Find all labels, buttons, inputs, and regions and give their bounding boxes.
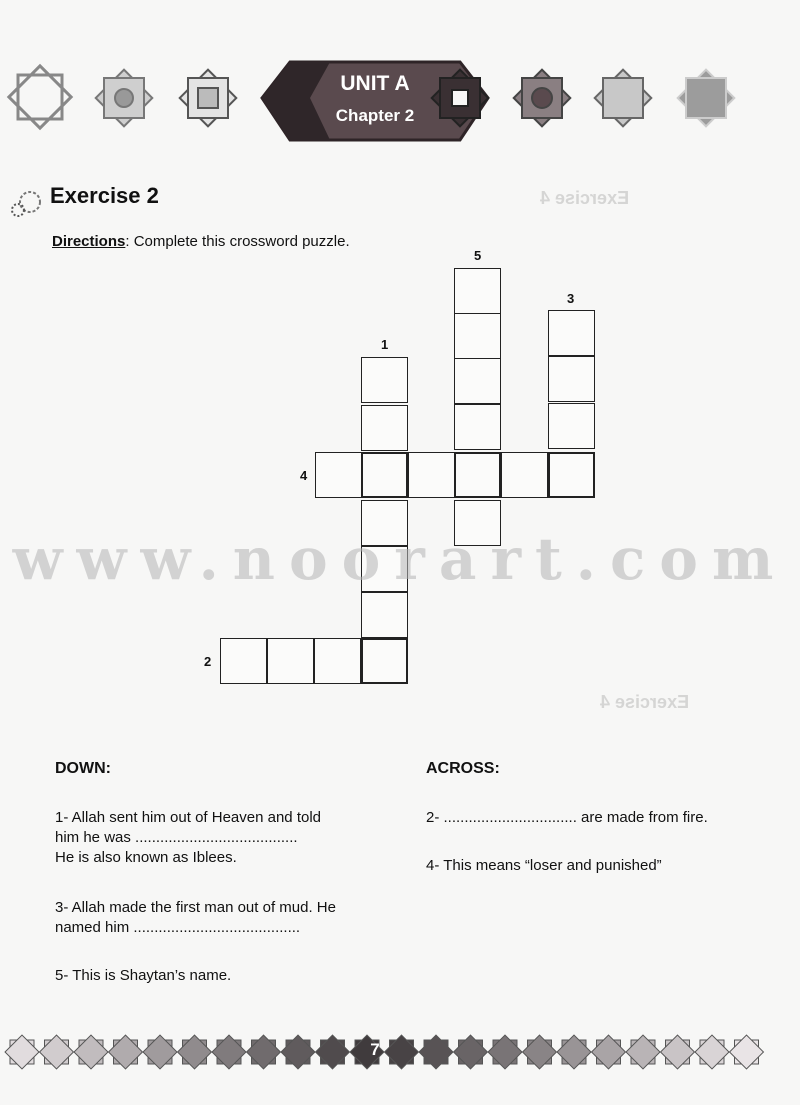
clue-line: 3- Allah made the first man out of mud. He	[55, 899, 336, 916]
star-ornament-icon	[432, 70, 489, 127]
unit-title: UNIT A	[340, 72, 410, 95]
footer-ornament-band	[0, 1020, 800, 1090]
footer-star-icon	[730, 1035, 764, 1069]
crossword-cell[interactable]	[408, 452, 455, 498]
star-ornament-icon	[595, 70, 652, 127]
crossword-cell[interactable]	[267, 638, 314, 684]
crossword-cell[interactable]	[361, 592, 408, 638]
footer-star-icon	[178, 1035, 212, 1069]
crossword-cell[interactable]	[454, 404, 501, 450]
footer-star-icon	[557, 1035, 591, 1069]
footer-star-icon	[419, 1035, 453, 1069]
crossword-cell[interactable]	[361, 452, 408, 498]
clue-line: 5- This is Shaytan’s name.	[55, 967, 232, 984]
exercise-title: Exercise 2	[50, 183, 159, 208]
crossword-cell[interactable]	[454, 452, 501, 498]
down-clue-1	[55, 808, 321, 868]
header-ornament-band	[0, 55, 800, 155]
footer-star-icon	[695, 1035, 729, 1069]
crossword-cell[interactable]	[314, 638, 361, 684]
exercise-star-icon	[8, 188, 48, 220]
down-clue-5	[55, 966, 231, 986]
footer-star-icon	[109, 1035, 143, 1069]
footer-star-icon	[661, 1035, 695, 1069]
watermark: www.noorart.com	[12, 525, 788, 593]
down-heading: DOWN:	[55, 760, 111, 777]
clue-line: him he was .......................................	[55, 829, 298, 846]
crossword-cell[interactable]	[361, 405, 408, 451]
star-ornament-icon	[678, 70, 735, 127]
clue-line: He is also known as Iblees.	[55, 849, 237, 866]
footer-star-icon	[592, 1035, 626, 1069]
footer-star-icon	[316, 1035, 350, 1069]
directions	[52, 233, 350, 250]
clue-number: 2	[204, 654, 212, 669]
crossword-cell[interactable]	[548, 310, 595, 356]
footer-star-icon	[247, 1035, 281, 1069]
clue-number: 4	[300, 468, 308, 483]
footer-star-icon	[74, 1035, 108, 1069]
crossword-cell[interactable]	[361, 357, 408, 403]
footer-star-icon	[5, 1035, 39, 1069]
footer-star-icon	[212, 1035, 246, 1069]
crossword-cell[interactable]	[548, 356, 595, 402]
directions-text: : Complete this crossword puzzle.	[125, 233, 350, 250]
star-ornament-icon	[96, 70, 153, 127]
across-clue-4: 4- This means “loser and punished”	[426, 857, 662, 874]
footer-star-icon	[454, 1035, 488, 1069]
crossword-cell[interactable]	[548, 403, 595, 449]
directions-label: Directions	[52, 233, 126, 250]
clue-number: 1	[381, 337, 389, 352]
footer-star-icon	[281, 1035, 315, 1069]
clue-line: 1- Allah sent him out of Heaven and told	[55, 809, 322, 826]
across-clue-2: 2- ................................ are made from fire.	[426, 809, 708, 826]
chapter-title: Chapter 2	[335, 106, 415, 125]
bleed-through-heading: Exercise 4	[540, 188, 630, 208]
down-clue-3	[55, 898, 336, 938]
star-ornament-icon	[180, 70, 237, 127]
footer-star-icon	[626, 1035, 660, 1069]
bleed-through-heading: Exercise 4	[600, 692, 690, 712]
footer-star-icon	[488, 1035, 522, 1069]
crossword-cell[interactable]	[454, 268, 501, 314]
star-ornament-icon	[514, 70, 571, 127]
clue-number: 5	[474, 248, 482, 263]
star-ornament-icon	[9, 66, 71, 128]
crossword-cell[interactable]	[501, 452, 548, 498]
footer-star-icon	[143, 1035, 177, 1069]
footer-star-icon	[40, 1035, 74, 1069]
crossword-cell[interactable]	[454, 358, 501, 404]
crossword-cell[interactable]	[315, 452, 362, 498]
crossword-cell[interactable]	[220, 638, 267, 684]
crossword-cell[interactable]	[548, 452, 595, 498]
crossword-cell[interactable]	[454, 313, 501, 359]
page-number: 7	[370, 1040, 380, 1059]
footer-star-icon	[523, 1035, 557, 1069]
clue-number: 3	[567, 291, 575, 306]
across-heading: ACROSS:	[426, 760, 500, 777]
crossword-cell[interactable]	[361, 638, 408, 684]
clue-line: named him ........................................	[55, 919, 301, 936]
